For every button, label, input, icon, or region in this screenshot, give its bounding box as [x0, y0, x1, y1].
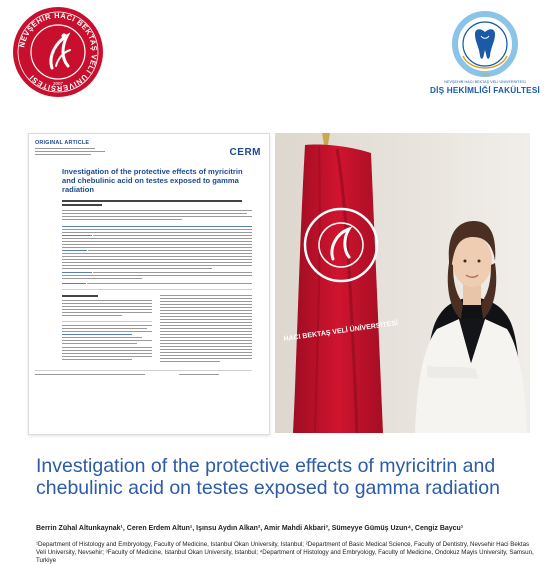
article-headline: Investigation of the protective effects of myricitrin and chebulinic acid on testes exposed to gamma radiation: [36, 455, 500, 499]
affiliations: ¹Department of Histology and Embryology, Faculty of Medicine, Istanbul Okan University, Istanbul; ²Department of Basic Medical Science, Faculty of Dentistry, Nevsehir Haci Bektas Veli University, Nevsehir; ³Faculty of Medicine, Istanbul Okan University, Istanbul; ⁴Department of Histology and Embryology, Faculty of Medicine, Ondokuz Mayis University, Samsun, Turkiye: [36, 541, 534, 564]
faculty-logo-name: DİŞ HEKİMLİĞİ FAKÜLTESİ: [430, 86, 540, 95]
paper-title: Investigation of the protective effects of myricitrin and chebulinic acid on testes exposed to gamma radiation: [62, 167, 243, 194]
article-type-label: ORIGINAL ARTICLE: [35, 140, 90, 146]
portrait-photo: [275, 133, 530, 433]
faculty-logo: [430, 6, 540, 114]
faculty-logo-year: 2019: [480, 72, 490, 77]
journal-logo: CERM: [229, 147, 261, 158]
university-seal-logo: [12, 6, 104, 98]
faculty-logo-university: NEVŞEHİR HACI BEKTAŞ VELİ ÜNİVERSİTESİ: [444, 80, 526, 84]
flag-text: HACI BEKTAŞ VELİ ÜNİVERSİTESİ: [283, 320, 399, 344]
author-list: Berrin Zühal Altunkaynak¹, Ceren Erdem Altun¹, Işınsu Aydın Alkan², Amir Mahdi Akbari³, Sümeyye Gümüş Uzun⁴, Cengiz Baycu¹: [36, 525, 464, 532]
seal-year: 2007: [52, 81, 64, 86]
svg-text:NEVŞEHİR HACI BEKTAŞ VELİ ÜNİV: NEVŞEHİR HACI BEKTAŞ VELİ ÜNİVERSİTESİ: [17, 10, 100, 94]
paper-thumbnail: [28, 133, 270, 435]
